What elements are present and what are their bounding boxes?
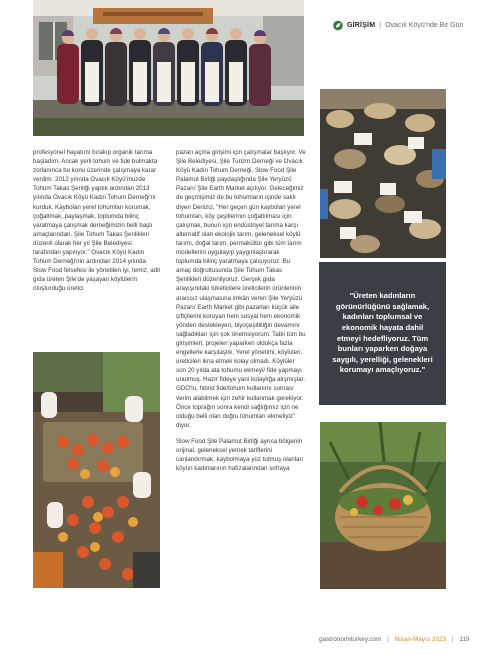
seed-trays-photo <box>320 89 446 258</box>
vegetable-basket-photo <box>320 422 446 589</box>
article-column-left <box>33 148 161 294</box>
vegetable-sorting-photo <box>33 352 160 588</box>
leaf-logo-icon <box>333 20 343 31</box>
header-separator: | <box>379 21 382 29</box>
page-number: 119 <box>459 636 470 643</box>
article-paragraph: profesyonel hayatımı bırakıp organik tarıma başladım. Ancak yerli tohum ve fide bulmakta zorlanınca bu konu üzerinde çalışmaya karar verdim. 2012 yılında Ovacık Köyü'müzde Tohum Takas Şenliği yaptık ardından 2013 yılında Ovacık Köyü Kadın Tohum Derneği'ni kurduk. Kaybolan yerel tohumları korumak, çoğaltmak, paylaşmak, toplumda bilinç yaratmaya çalışmak derneğimizin belli başlı amaçlarından. Şile Tohum Takas Şenlikleri düzenli olarak her yıl Şile Belediyesi tarafından yapılıyor." Ovacık Köyü Kadın Tohum Derneği'nin ardından 2014 yılında Slow Food felsefesi ile yönetilen iyi, temiz, adil gıda üreten Şile'de yaşayan köylülerin oluşturduğu üretici <box>33 149 160 293</box>
section-subtitle: Ovacık Köyü'nde Bir Gün <box>385 21 464 29</box>
article-paragraph: pazarı açma girişimi için çalışmalar başlıyor. Ve Şile Belediyesi, Şile Turizm Derneği ve Ovacık Köyü Kadın Tohum Derneği, Slow Food Şile Palamut Birliği paydaşlığında Şile Yeryüzü Pazarı/ Şile Earth Market açılıyor. Geleceğimiz de geçmişimiz de bu tohumların içinde saklı diyen Denizci, "Her geçen gün kaybolan yerel tohumları, köy çeşitlerinin çoğaltılması için çalışmak, bunun için endüstriyel tarıma karşı alternatif olan ekolojik tarım, geleneksel köylü tarımı, doğal tarım, permakültür gibi tüm tarım modellerini uygulayıp yaygınlaştırarak toplumda bilinç yaratmaya çalışıyoruz. Bu amaç doğrultusunda Şile Tohum Takas Şenlikleri düzenliyoruz. Gerçek gıda arayışındaki tüketicilere üreticilerin ürünlerinin aracısız ulaşmasına imkân veren Şile Yeryüzü Pazarı/ Earth Market gibi pazarları küçük aile çiftçilerini koruyan hem sosyal hem ekonomik yönden destekleyen, biyoçeşitliliğin devamını sağladıkları için çok önemsiyorum. Tabii tüm bu girişimleri, projeleri yaparken oldukça fazla engellerle karşılaştık. Yerel yönetimi, köylüleri, üreticileri ikna etmek kolay olmadı. Köylüler son 20 yılda ata tohumu ekmeyi/ fide yapmayı unutmuş. Hazır fideye yani kolaylığa alışmışlar. GDO'lu, hibrid fide/tohum kullanımı sonrası verim alabilmek için zehir kullanmak gerekiyor. Önce toprağın sonra kendi sağlığımız için ne olduğu belli olan doğru tohumları ekmeliyiz" diyor. <box>176 149 306 429</box>
footer-issue: Nisan-Mayıs 2023 <box>394 636 447 643</box>
pull-quote-text: "Üreten kadınların görünürlüğünü sağlamak, kadınları toplumsal ve ekonomik hayata dahil etmeyi hedefliyoruz. Tüm bunları yaparken doğaya saygılı, yerelliği, gelenekleri korumayı amaçlıyoruz." <box>332 291 433 375</box>
section-label: GİRİŞİM <box>347 21 376 29</box>
page-footer <box>319 636 470 643</box>
article-paragraph: Slow Food Şile Palamut Birliği ayrıca bölgenin orijinal, geleneksel yemek tariflerini canlandırmak, kaybolmaya yüz tutmuş olanları köyün kadınlarının hafızalarından sofraya <box>176 437 304 473</box>
pull-quote <box>319 262 446 405</box>
footer-site: gastronomiturkey.com <box>319 636 382 643</box>
article-column-middle <box>176 148 306 473</box>
footer-separator: | <box>451 636 454 643</box>
group-photo <box>33 0 304 136</box>
page-header <box>333 18 463 32</box>
footer-separator: | <box>387 636 389 643</box>
